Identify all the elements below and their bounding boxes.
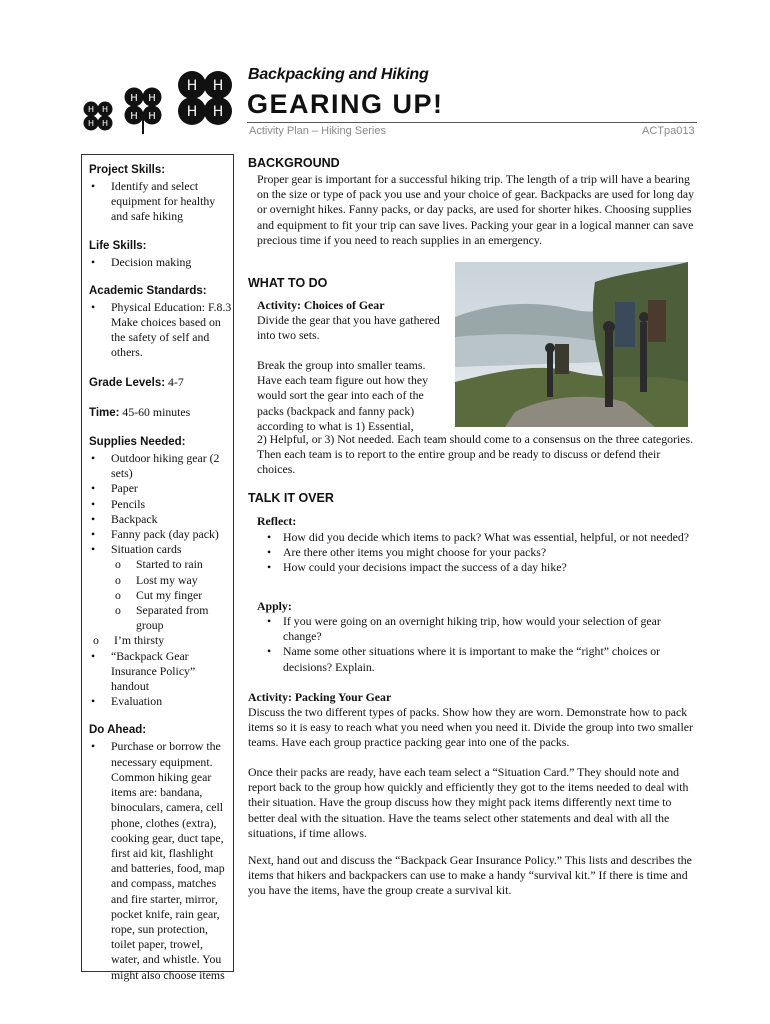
time-value: 45-60 minutes <box>119 404 191 419</box>
supplies-list <box>89 451 233 633</box>
list-item: o Separated from group <box>111 603 233 633</box>
apply-label: Apply: <box>257 599 292 613</box>
background-text: Proper gear is important for a successful hiking trip. The length of a trip will have a bearing on the size or type of pack you use and your choice of gear. Backpacks are used for long day or overnight hikes. Fanny packs, or day packs, are used for shorter hikes. Choosing supplies and equipment to fit your trip can save lives. Packing your gear in a logical manner can save precious time if you need to reach supplies in an emergency. <box>257 172 694 247</box>
list-item <box>89 542 233 633</box>
situation-cards-list-cont <box>89 633 233 648</box>
talk-it-over-heading: TALK IT OVER <box>248 491 334 505</box>
project-skills-heading: Project Skills: <box>89 164 166 176</box>
academic-standards-list <box>89 300 233 361</box>
list-item: o Started to rain <box>111 557 233 572</box>
list-item: • Pencils <box>89 497 233 512</box>
page-title: GEARING UP! <box>247 89 444 119</box>
list-item: • Physical Education: F.8.3 Make choices based on the safety of self and others. <box>89 300 233 361</box>
svg-text:H: H <box>148 111 156 122</box>
list-item: o I’m thirsty <box>89 633 233 648</box>
choices-of-gear-body-wrap: Break the group into smaller teams. Have each team figure out how they would sort the gear into each of the packs (backpack and fanny pack) according to what is 1) Essential, <box>257 358 428 433</box>
svg-text:H: H <box>101 119 109 128</box>
choices-of-gear-title: Activity: Choices of Gear <box>257 298 385 312</box>
series-title: Backpacking and Hiking <box>248 66 429 83</box>
packing-title: Activity: Packing Your Gear <box>248 690 392 704</box>
apply-list <box>257 614 697 675</box>
grade-levels-value: 4-7 <box>165 374 184 389</box>
supplies-heading: Supplies Needed: <box>89 436 186 449</box>
list-item: • Identify and select equipment for healthy and safe hiking <box>89 179 233 225</box>
list-item: • How did you decide which items to pack? What was essential, helpful, or not needed? <box>257 530 697 545</box>
list-item: o Lost my way <box>111 573 233 588</box>
packing-paragraph-2: Once their packs are ready, have each team select a “Situation Card.” They should note and report back to the group how quickly and efficiently they got to the items needed to deal with their situation. Have the group discuss how they might pack items differently next time to better deal with the situation. Have the teams select other statements and deal with all the situations, if time allows. <box>248 765 689 840</box>
background-heading: BACKGROUND <box>248 156 340 170</box>
packing-paragraph-3: Next, hand out and discuss the “Backpack Gear Insurance Policy.” This lists and describes the items that hikers and backpackers can use to make a handy “survival kit.” If there is time and you have the items, have the group create a survival kit. <box>248 853 692 898</box>
list-item: • Paper <box>89 481 233 496</box>
svg-text:H: H <box>212 78 224 94</box>
do-ahead-list <box>89 739 233 982</box>
svg-text:H: H <box>212 104 224 120</box>
svg-text:H: H <box>148 93 156 104</box>
four-h-clover-logos <box>80 66 240 144</box>
situation-cards-list <box>111 557 233 633</box>
list-item: • Backpack <box>89 512 233 527</box>
svg-text:H: H <box>186 78 198 94</box>
plan-subtitle: Activity Plan – Hiking Series <box>249 125 386 137</box>
header-divider <box>247 122 697 123</box>
list-item: o Cut my finger <box>111 588 233 603</box>
hikers-photo <box>455 262 688 427</box>
list-item: • Are there other items you might choose for your packs? <box>257 545 697 560</box>
svg-text:H: H <box>130 93 138 104</box>
list-item: • Decision making <box>89 255 233 270</box>
reflect-list <box>257 530 697 576</box>
list-item: • Evaluation <box>89 694 233 709</box>
life-skills-list <box>89 255 233 270</box>
packing-paragraph-1: Discuss the two different types of packs. Show how they are worn. Demonstrate how to pack items so it is easy to reach what you need when you need it. Divide the group into two smaller teams. Have each group practice packing gear into one of the packs. <box>248 705 693 750</box>
svg-text:H: H <box>101 105 109 114</box>
academic-standards-heading: Academic Standards: <box>89 284 207 297</box>
situation-cards-label: Situation cards <box>111 542 182 557</box>
sidebar-box <box>81 154 234 982</box>
choices-of-gear-body: 2) Helpful, or 3) Not needed. Each team should come to a consensus on the three categories. Then each team is to report to the entire group and be ready to discuss or defend their choices. <box>257 432 694 477</box>
list-item: • If you were going on an overnight hiking trip, how would your selection of gear change? <box>257 614 697 644</box>
svg-text:H: H <box>186 104 198 120</box>
life-skills-heading: Life Skills: <box>89 239 147 252</box>
project-skills-list <box>89 179 233 225</box>
supplies-list-cont <box>89 649 233 710</box>
svg-text:H: H <box>87 105 95 114</box>
reflect-label: Reflect: <box>257 514 297 528</box>
list-item: • Purchase or borrow the necessary equipment. Common hiking gear items are: bandana, binoculars, camera, cell phone, clothes (extra), cooking gear, duct tape, first aid kit, flashlight and batteries, food, map and compass, matches and fire starter, mirror, pocket knife, rain gear, rope, sun protection, toilet paper, trowel, water, and whistle. You might also choose items <box>89 739 233 982</box>
time <box>89 405 233 421</box>
grade-levels <box>89 375 233 391</box>
list-item: • How could your decisions impact the success of a day hike? <box>257 560 697 575</box>
what-to-do-heading: WHAT TO DO <box>248 276 328 290</box>
choices-of-gear-intro: Divide the gear that you have gathered into two sets. <box>257 313 440 343</box>
choices-of-gear-block <box>257 298 447 344</box>
svg-text:H: H <box>130 111 138 122</box>
grade-levels-label: Grade Levels: <box>89 376 166 389</box>
plan-code: ACTpa013 <box>642 125 695 137</box>
list-item: • Name some other situations where it is important to make the “right” choices or decisions? Explain. <box>257 644 697 674</box>
list-item: • Outdoor hiking gear (2 sets) <box>89 451 233 481</box>
time-label: Time: <box>89 406 120 419</box>
list-item: • “Backpack Gear Insurance Policy” handout <box>89 649 233 695</box>
list-item: • Fanny pack (day pack) <box>89 527 233 542</box>
svg-text:H: H <box>87 119 95 128</box>
do-ahead-heading: Do Ahead: <box>89 724 147 737</box>
